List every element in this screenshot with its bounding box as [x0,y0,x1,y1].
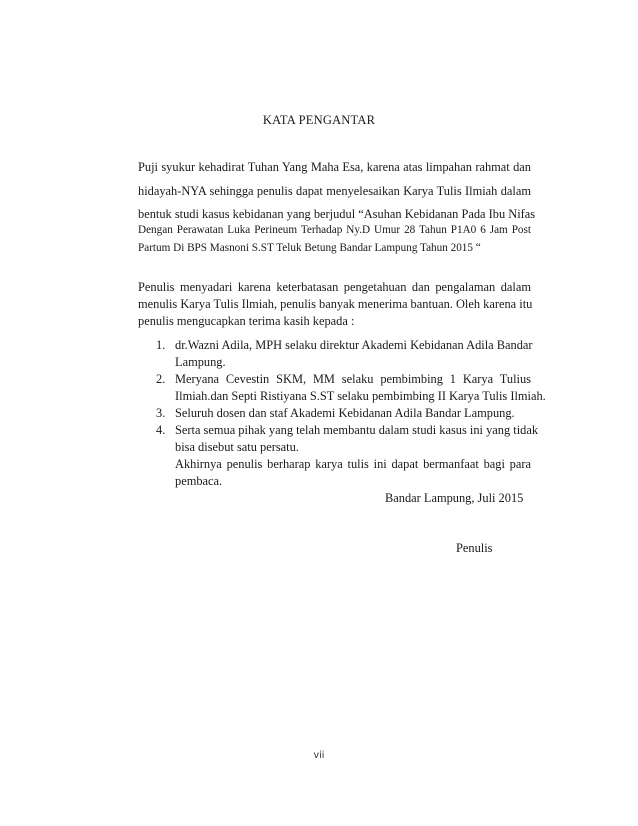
paragraph-1-line: bentuk studi kasus kebidanan yang berjudul “Asuhan Kebidanan Pada Ibu Nifas [138,207,536,221]
list-number: 1. [156,338,166,352]
paragraph-1-line: Dengan Perawatan Luka Perineum Terhadap Ny.D Umur 28 Tahun P1A0 6 Jam Post [138,224,531,236]
page-title: KATA PENGANTAR [262,113,376,127]
list-item-line: Seluruh dosen dan staf Akademi Kebidanan Adila Bandar Lampung. [175,406,515,420]
list-item-line: Ilmiah.dan Septi Ristiyana S.ST selaku pembimbing II Karya Tulis Ilmiah. [175,389,546,403]
paragraph-1-line: Puji syukur kehadirat Tuhan Yang Maha Esa, karena atas limpahan rahmat dan [138,160,531,174]
closing-line: pembaca. [175,474,223,488]
list-item-line: bisa disebut satu persatu. [175,440,299,454]
list-number: 4. [156,423,166,437]
page-number: vii [313,750,325,761]
paragraph-2-line: penulis mengucapkan terima kasih kepada : [138,314,355,328]
list-item-line: Lampung. [175,355,226,369]
list-item-line: Serta semua pihak yang telah membantu dalam studi kasus ini yang tidak [175,423,539,437]
paragraph-1-line: Partum Di BPS Masnoni S.ST Teluk Betung Bandar Lampung Tahun 2015 “ [138,242,481,254]
list-number: 3. [156,406,166,420]
closing-line: Akhirnya penulis berharap karya tulis ini dapat bermanfaat bagi para [175,457,531,471]
list-item-line: Meryana Cevestin SKM, MM selaku pembimbing 1 Karya Tulius [175,372,531,386]
place-date: Bandar Lampung, Juli 2015 [385,491,524,505]
signature: Penulis [456,541,493,555]
paragraph-2-line: Penulis menyadari karena keterbatasan pengetahuan dan pengalaman dalam [138,280,531,294]
paragraph-1-line: hidayah-NYA sehingga penulis dapat menyelesaikan Karya Tulis Ilmiah dalam [138,184,531,198]
list-item-line: dr.Wazni Adila, MPH selaku direktur Akademi Kebidanan Adila Bandar [175,338,533,352]
list-number: 2. [156,372,166,386]
paragraph-2-line: menulis Karya Tulis Ilmiah, penulis banyak menerima bantuan. Oleh karena itu [138,297,533,311]
